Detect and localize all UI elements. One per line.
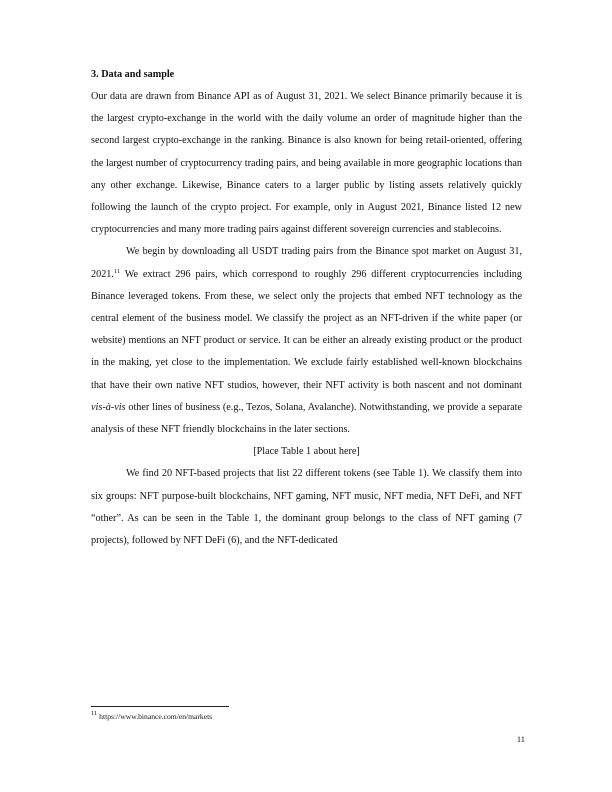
- paragraph-classification: We find 20 NFT-based projects that list 22 different tokens (see Table 1). We classify them into six groups: NFT purpose-built blockchains, NFT gaming, NFT music, NFT media, NFT DeFi, and NFT “other”. As can be seen in the Table 1, the dominant group belongs to the class of NFT gaming (7 projects), followed by NFT DeFi (6), and the NFT-dedicated: [91, 468, 522, 547]
- paragraph-text: We begin by downloading all USDT trading pairs from the Binance spot market on August 31, 2021.: [91, 246, 522, 280]
- paragraph-data-source: Our data are drawn from Binance API as of August 31, 2021. We select Binance primarily because it is the largest crypto-exchange in the world with the daily volume an order of magnitude higher than the second largest crypto-exchange in the ranking. Binance is also known for being retail-oriented, offering the largest number of cryptocurrency trading pairs, and being available in more geographic locations than any other exchange. Likewise, Binance caters to a larger public by listing assets relatively quickly following the launch of the crypto project. For example, only in August 2021, Binance listed 12 new cryptocurrencies and many more trading pairs against different sovereign currencies and stablecoins.: [91, 91, 522, 236]
- footnote-number: 11: [91, 710, 98, 717]
- section-heading: 3. Data and sample: [91, 69, 175, 80]
- footnote-divider: [91, 706, 229, 707]
- paragraph-sample-selection: [91, 241, 522, 441]
- footnote-link[interactable]: https://www.binance.com/en/markets: [99, 712, 213, 721]
- page-number: 11: [516, 735, 525, 744]
- body-text: [91, 64, 522, 552]
- table-placeholder: [Place Table 1 about here]: [253, 446, 360, 458]
- italic-phrase: vis-à-vis: [91, 401, 126, 413]
- footnote-marker: 11: [113, 267, 121, 275]
- paragraph-text: We extract 296 pairs, which correspond to roughly 296 different cryptocurrencies including Binance leveraged tokens. From these, we select only the projects that embed NFT technology as the central element of the business model. We classify the project as an NFT-driven if the white paper (or website) mentions an NFT product or service. It can be either an already existing product or the product in the making, yet close to the implementation. We exclude fairly established well-known blockchains that have their own native NFT studios, however, their NFT activity is both nascent and not dominant: [91, 268, 522, 391]
- footnote: [91, 712, 212, 722]
- paragraph-text: other lines of business (e.g., Tezos, Solana, Avalanche). Notwithstanding, we provide a separate analysis of these NFT friendly blockchains in the later sections.: [91, 401, 522, 436]
